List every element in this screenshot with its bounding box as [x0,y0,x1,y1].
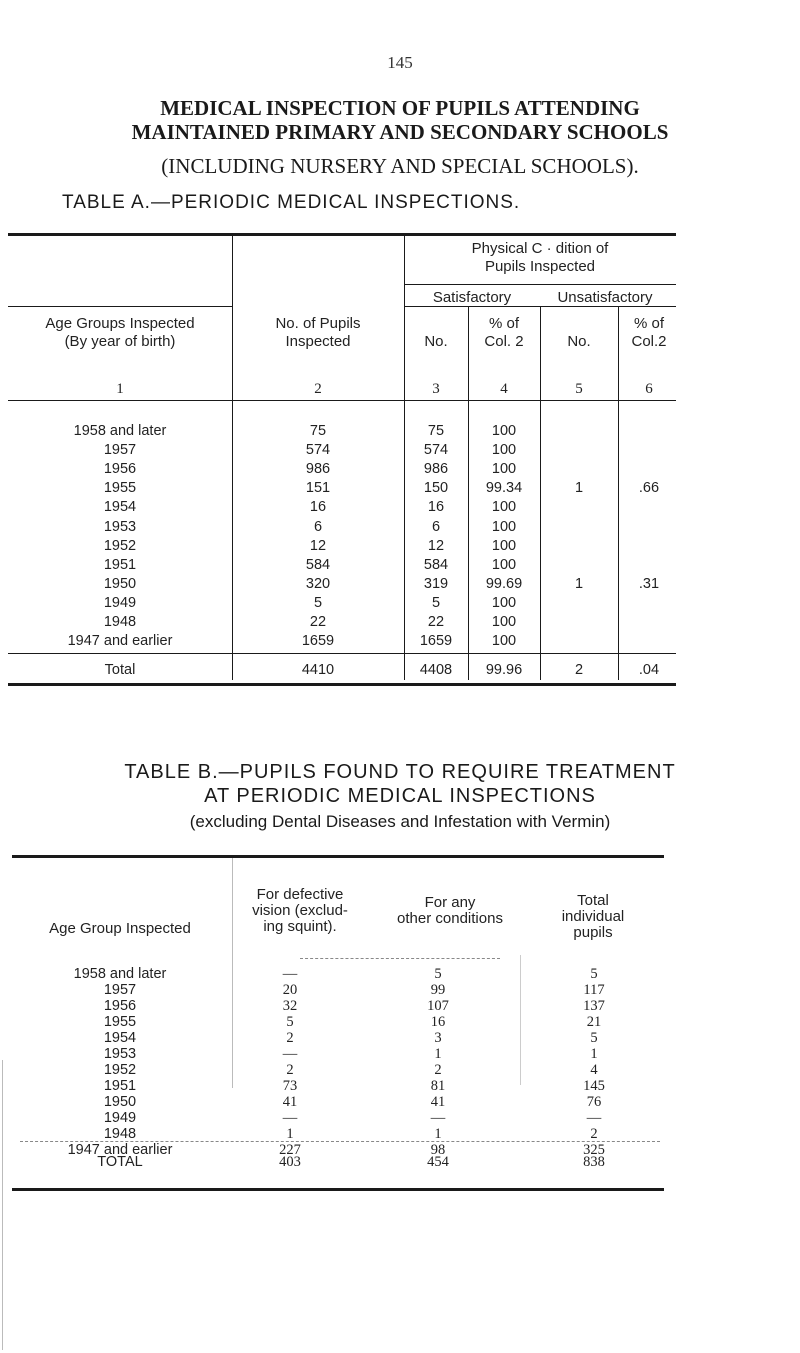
table-a-cell-sat-pct: 99.34 [485,480,523,497]
table-b-cell-vision: — [282,1046,298,1062]
table-b-cell-age: 1955 [103,1014,137,1030]
defective-vision-header [220,887,380,935]
satisfactory-header: Satisfactory [432,289,512,306]
table-b-cell-other: 99 [430,982,446,998]
table-a-cell-unsat-pct: .31 [638,575,660,592]
table-b-vrule [520,955,521,1085]
table-b-cell-total: 21 [586,1014,602,1030]
table-a-cell-inspected: 986 [305,461,331,478]
physical-condition-line-2: Pupils Inspected [484,258,596,275]
table-a-cell-sat-no: 986 [423,461,449,478]
table-a-total-sat-no: 4408 [419,662,453,678]
table-a-cell-sat-no: 6 [431,518,441,535]
table-b-cell-vision: 1 [286,1126,294,1142]
page-number: 145 [387,53,413,72]
unsat-pct-header [618,315,680,351]
table-a-cell-age: 1954 [103,499,137,516]
age-group-header: Age Group Inspected [49,920,191,937]
column-number: 6 [645,381,653,397]
table-a-rule [404,284,676,285]
heading-line-3: (INCLUDING NURSERY AND SPECIAL SCHOOLS). [161,154,639,178]
sat-no-header: No. [424,333,448,350]
table-b-cell-age: 1951 [103,1078,137,1094]
table-b-cell-vision: 73 [282,1078,298,1094]
table-b-cell-other: 81 [430,1078,446,1094]
table-a-cell-unsat-no: 1 [574,480,584,497]
table-b-cell-age: 1947 and earlier [67,1142,173,1158]
table-a-cell-sat-no: 150 [423,480,449,497]
table-a-cell-sat-no: 12 [427,537,445,554]
table-b-total-total: 838 [583,1154,605,1170]
total-pupils-header-line-1: Total [577,892,609,909]
pupils-inspected-header-line-1: No. of Pupils [275,315,361,332]
table-a-cell-sat-no: 1659 [419,633,453,650]
table-a-cell-inspected: 75 [309,423,327,439]
table-a-cell-sat-pct: 100 [491,442,517,459]
table-b-total-other: 454 [427,1154,449,1170]
table-a-cell-sat-pct: 99.69 [485,575,523,592]
table-b-cell-other: 5 [434,966,442,982]
table-b-cell-age: 1949 [103,1110,137,1126]
table-b-cell-total: 145 [583,1078,605,1094]
unsat-no-header: No. [567,333,591,350]
table-b-cell-vision: 227 [279,1142,301,1158]
pupils-inspected-header-line-2: Inspected [285,333,351,350]
table-a-cell-age: 1957 [103,442,137,459]
table-b-cell-other: 1 [434,1046,442,1062]
table-b-cell-total: 4 [590,1062,598,1078]
other-conditions-header-line-2: other conditions [397,910,503,927]
table-b-top-rule [12,855,664,858]
page-edge-line [2,1060,3,1350]
table-b-cell-age: 1948 [103,1126,137,1142]
age-groups-header-line-2: (By year of birth) [64,333,176,350]
table-b-cell-total: 1 [590,1046,598,1062]
table-a-total-label: Total [104,662,136,678]
table-b-total-label: TOTAL [97,1154,143,1170]
table-a-cell-age: 1949 [103,594,137,611]
table-b-cell-age: 1952 [103,1062,137,1078]
table-b-cell-total: 117 [583,982,605,998]
defective-vision-header-line-3: ing squint). [263,918,337,935]
table-b-cell-other: 16 [430,1014,446,1030]
table-b-cell-total: 2 [590,1126,598,1142]
table-b-cell-age: 1957 [103,982,137,998]
table-a-cell-inspected: 12 [309,537,327,554]
table-a-cell-sat-pct: 100 [491,614,517,630]
table-b-cell-total: — [586,1110,602,1126]
table-a-cell-age: 1947 and earlier [67,633,173,650]
table-a-cell-sat-pct: 100 [491,461,517,478]
sat-pct-header-line-2: Col. 2 [484,333,524,350]
table-b-cell-other: 107 [427,998,449,1014]
table-b-cell-vision: 20 [282,982,298,998]
table-a-cell-sat-pct: 100 [491,499,517,516]
heading-line-2: MAINTAINED PRIMARY AND SECONDARY SCHOOLS [131,120,669,144]
table-a-cell-age: 1950 [103,575,137,592]
table-a-cell-inspected: 574 [305,442,331,459]
table-b-cell-total: 325 [583,1142,605,1158]
table-a-cell-age: 1952 [103,537,137,554]
table-a-cell-age: 1953 [103,518,137,535]
column-number: 2 [314,381,322,397]
table-a-cell-inspected: 6 [313,518,323,535]
table-b-cell-vision: 41 [282,1094,298,1110]
column-number: 4 [500,381,508,397]
table-a-bottom-rule [8,683,676,686]
table-b-cell-vision: 32 [282,998,298,1014]
age-groups-header [8,315,232,351]
table-b-cell-total: 5 [590,966,598,982]
table-a-cell-age: 1951 [103,556,137,573]
table-a-title: TABLE A.—PERIODIC MEDICAL INSPECTIONS. [62,192,521,213]
table-a-cell-sat-no: 5 [431,594,441,611]
table-b-cell-vision: 5 [286,1014,294,1030]
pupils-inspected-header [232,315,404,351]
other-conditions-header [370,895,530,927]
table-a-rule [8,653,676,654]
table-a-top-rule [8,233,676,236]
table-b-cell-age: 1956 [103,998,137,1014]
unsat-pct-header-line-2: Col.2 [631,333,667,350]
table-a-cell-sat-no: 319 [423,575,449,592]
defective-vision-header-line-2: vision (exclud- [252,902,348,919]
table-b-cell-total: 137 [583,998,605,1014]
table-b-cell-other: 2 [434,1062,442,1078]
table-a-cell-age: 1955 [103,480,137,497]
table-b-cell-age: 1950 [103,1094,137,1110]
table-a-cell-inspected: 320 [305,575,331,592]
table-b-total-vision: 403 [279,1154,301,1170]
table-a-cell-sat-pct: 100 [491,594,517,611]
column-number: 3 [432,381,440,397]
unsatisfactory-header: Unsatisfactory [557,289,653,306]
sat-pct-header-line-1: % of [488,315,519,332]
document-heading [0,96,800,144]
table-a-cell-inspected: 22 [309,614,327,630]
table-a-total-sat-pct: 99.96 [485,662,523,678]
table-a-cell-sat-no: 584 [423,556,449,573]
table-a-cell-unsat-pct: .66 [638,480,660,497]
table-b-title-line-1: TABLE B.—PUPILS FOUND TO REQUIRE TREATMENT [124,761,676,783]
table-a-rule [8,306,232,307]
table-b-subtitle: (excluding Dental Diseases and Infestation with Vermin) [189,812,611,831]
physical-condition-line-1: Physical C · dition of [471,240,609,257]
sat-pct-header [468,315,540,351]
table-a-total-unsat-pct: .04 [638,662,660,678]
table-a-cell-sat-pct: 100 [491,537,517,554]
table-b-cell-vision: 2 [286,1030,294,1046]
table-a-cell-age: 1958 and later [73,423,167,439]
total-pupils-header-line-2: individual [561,908,625,925]
table-b-cell-other: 41 [430,1094,446,1110]
table-b-cell-vision: 2 [286,1062,294,1078]
table-a-total-inspected: 4410 [301,662,335,678]
table-a-rule [8,400,676,401]
table-b-cell-other: 98 [430,1142,446,1158]
table-b-cell-total: 76 [586,1094,602,1110]
table-b-cell-other: 3 [434,1030,442,1046]
table-b-cell-age: 1953 [103,1046,137,1062]
physical-condition-header [404,240,676,276]
table-b-cell-total: 5 [590,1030,598,1046]
table-b-title [0,760,800,808]
table-b-bottom-rule [12,1188,664,1191]
table-a-cell-inspected: 16 [309,499,327,516]
column-number: 1 [116,381,124,397]
total-pupils-header [528,893,658,941]
table-b-title-line-2: AT PERIODIC MEDICAL INSPECTIONS [204,785,596,807]
table-a-total-unsat-no: 2 [574,662,584,678]
table-a-cell-sat-no: 22 [427,614,445,630]
table-b-cell-age: 1954 [103,1030,137,1046]
other-conditions-header-line-1: For any [424,894,476,911]
defective-vision-header-line-1: For defective [256,886,344,903]
table-a-cell-age: 1948 [103,614,137,630]
table-a-cell-sat-pct: 100 [491,518,517,535]
table-a-cell-age: 1956 [103,461,137,478]
table-b-cell-vision: — [282,1110,298,1126]
table-b-cell-vision: — [282,966,298,982]
table-a-cell-sat-pct: 100 [491,633,517,650]
table-b-cell-age: 1958 and later [73,966,167,982]
table-b-cell-other: — [430,1110,446,1126]
table-a-cell-sat-no: 75 [427,423,445,439]
table-a-cell-inspected: 584 [305,556,331,573]
unsat-pct-header-line-1: % of [633,315,664,332]
total-pupils-header-line-3: pupils [573,924,613,941]
column-number: 5 [575,381,583,397]
table-b-header-rule [300,958,500,959]
table-a-cell-inspected: 151 [305,480,331,497]
table-b-cell-other: 1 [434,1126,442,1142]
heading-line-1: MEDICAL INSPECTION OF PUPILS ATTENDING [160,96,640,120]
table-a-cell-sat-no: 16 [427,499,445,516]
table-a-cell-unsat-no: 1 [574,575,584,592]
age-groups-header-line-1: Age Groups Inspected [45,315,195,332]
table-a-cell-sat-no: 574 [423,442,449,459]
table-a-cell-sat-pct: 100 [491,423,517,439]
table-a-cell-inspected: 1659 [301,633,335,650]
table-a-cell-inspected: 5 [313,594,323,611]
table-a-cell-sat-pct: 100 [491,556,517,573]
